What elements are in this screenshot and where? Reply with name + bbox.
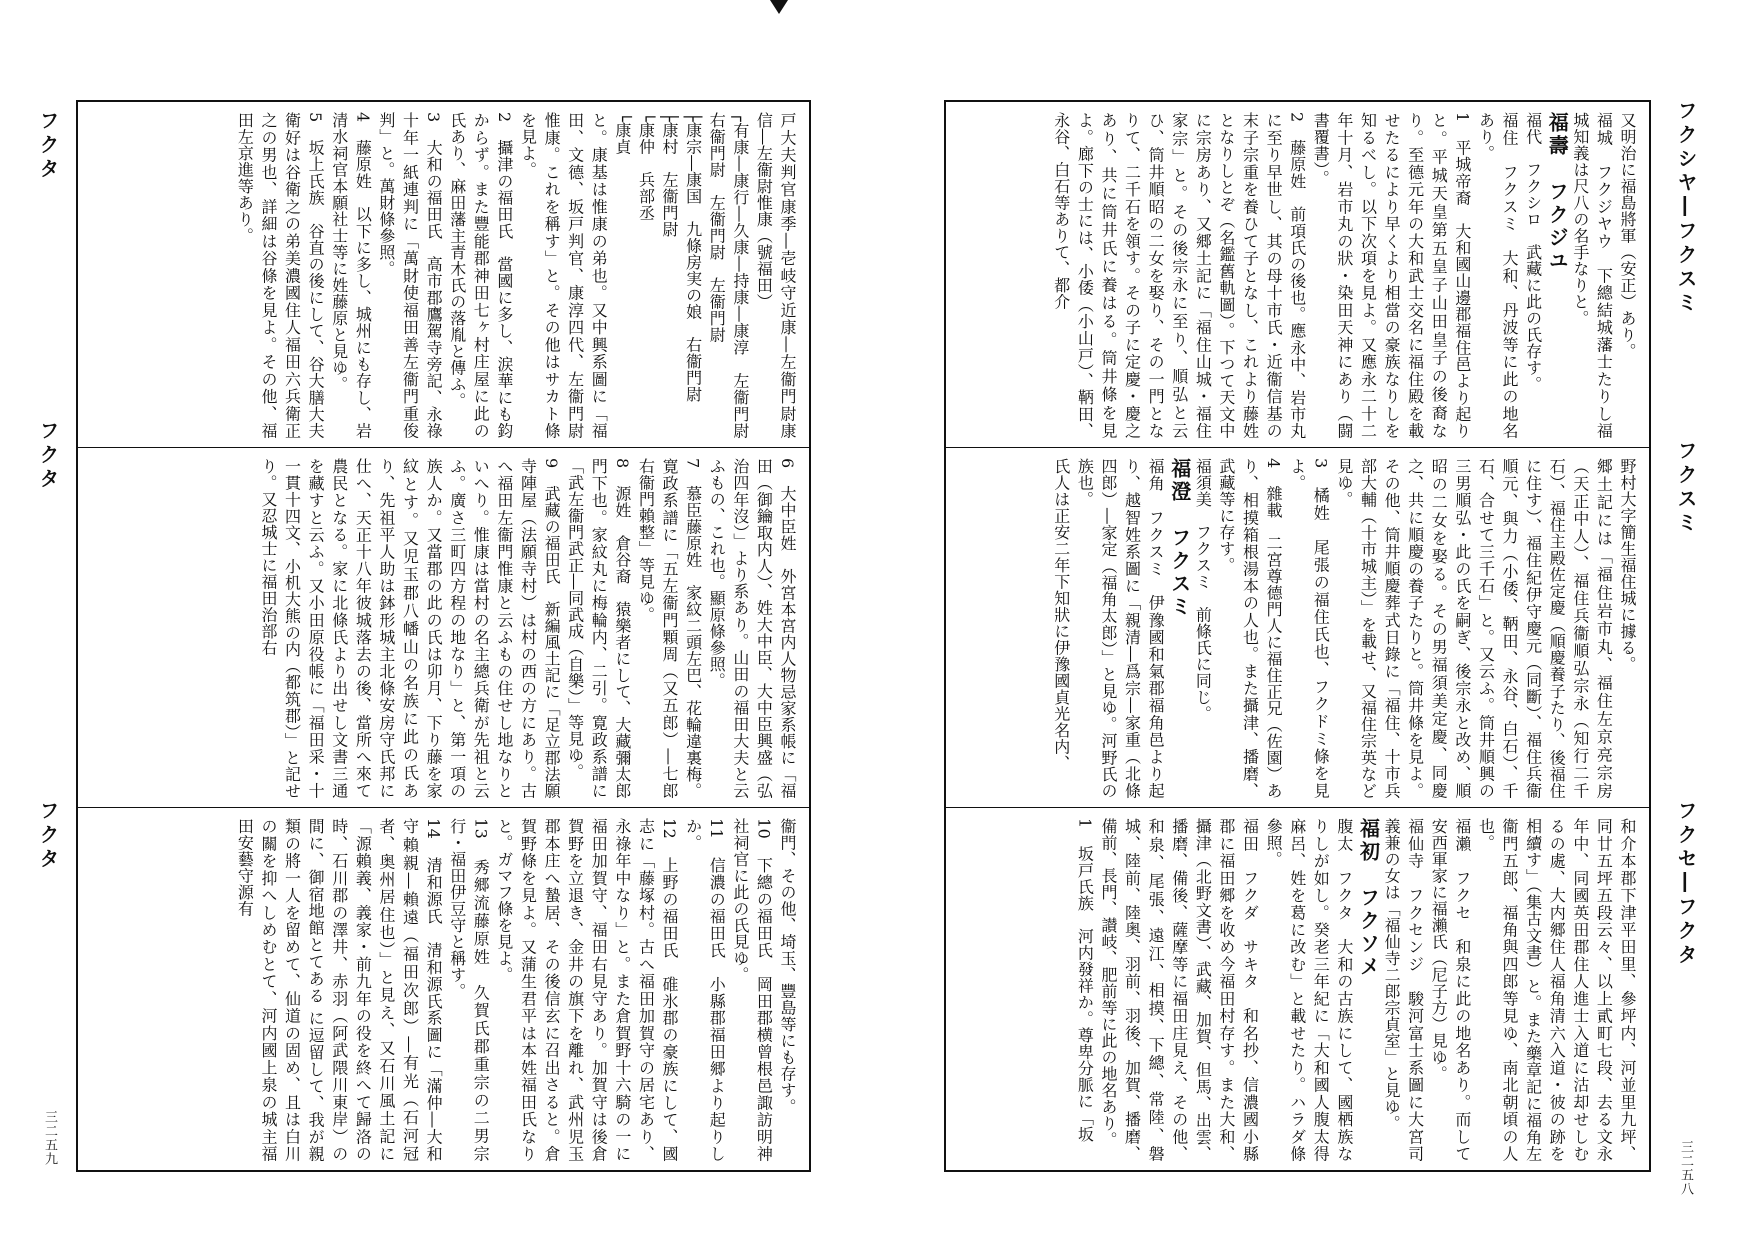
- rp-b3-line-1: 福瀨 フクセ 和泉に此の地名あり。而して安西軍家に福瀨氏（尼子方）見ゆ。: [1429, 818, 1472, 1162]
- lp-b1-line-9: 4 藤原姓 以下に多し、城州にも存し、岩清水祠官本願社士等に姓藤原と見ゆ。: [329, 112, 373, 439]
- lp-b1-line-1: ┌有康―康行―久康―持康―康淳 左衞門尉 右衞門尉 左衞門尉 左衞門尉: [707, 112, 750, 456]
- lp-b3-line-3: 12 上野の福田氏 碓氷郡の豪族にして、國志に「藤塚村。古へ福田加賀守の居宅あり、永祿年中なり」と。また倉賀野十六騎の一に福田加賀守、福田右見守あり。加賀守は後倉賀野を立退き、金井の旗下を離れ、武州児玉郡本庄へ蟄居、その後信玄に召出さると。倉賀野條を見よ。又蒲生君平は本姓福田氏なりと。ガマフ條を見よ。: [494, 818, 680, 1162]
- rp-b1-line-6: 2 藤原姓 前項氏の後也。應永中、岩市丸に至り早世し、其の母十市氏・近衞信基の末子宗重を養ひて子となし、これより藤姓となりしとぞ（名鑑舊軌圖）。下つて天文中に宗房あり、又郷土記に「福住山城・福住家宗」と。その後宗永に至り、順弘と云ひ、筒井順昭の二女を娶り、その一門となりて、二千石を領す。その子に定慶・慶之あり、共に筒井氏に養はる。筒井條を見よ。廊下の士には、小倭（小山戸）、鞆田、永谷、白石等ありて、都介: [1051, 112, 1307, 439]
- lp-b3-line-4: 13 秀郷流藤原姓 久賀氏郡重宗の二男宗行・福田伊豆守と稱す。: [447, 818, 491, 1162]
- rp-b1-line-4: 福住 フクスミ 大和、丹波等に此の地名あり。: [1476, 112, 1520, 439]
- right-page-band-middle: [946, 448, 1649, 808]
- rp-b1-line-0: 又明治に福島將軍（安正）あり。: [1618, 112, 1637, 360]
- rp-b2-line-3: 4 雜載 二宮尊德門人に福住正兄（佐園）あり、相摸箱根湯本の人也。また攝津、播磨、武藏等に存す。: [1216, 458, 1284, 799]
- rp-b3-line-3: 福初 フクソメ: [1356, 818, 1381, 979]
- lp-b1-line-6: と。康基は惟康の弟也。又中興系圖に「福田、文德、坂戸判官、康淳四代、左衞門尉惟康。これを稱す」と。その他はサカト條を見よ。: [518, 112, 609, 439]
- rp-b2-line-1: 郷土記には「福住岩市丸、福住左京亮宗房（天正中人）、福住兵衞順弘宗永（知行二千石）、福住主殿佐定慶（順慶養子たり、後福住に住す）、福住紀伊守慶元（同斷）、福住兵衞順元、與力（小倭、鞆田、永谷、白石）、千石、合せて三千石」と。又云ふ。筒井順興の三男順弘・此の氏を嗣ぎ、後宗永と改め、順昭の二女を娶る。その男福須美定慶、同慶之、共に順慶の養子たりと。筒井條を見よ。その他、筒井順慶葬式日錄に「福住、十市兵部大輔（十市城主）」を載せ、又福住宗英など見ゆ。: [1334, 458, 1614, 799]
- rp-b3-line-5: 福田 フクダ サキタ 和名抄、信濃國小縣郡に福田郷を收め今福田村存す。また大和、攝津（北野文書）、武藏、加賀、但馬、出雲、播磨、備後、薩摩等に福田庄見え、その他、和泉、尾張、遠江、相摸、下總、常陸、磐城、陸前、陸奥、羽前、羽後、加賀、播磨、備前、長門、讃岐、肥前等に此の地名あり。: [1098, 818, 1260, 1162]
- left-band2-text: [88, 458, 799, 799]
- lp-b1-line-4: └康仲 兵部丞: [636, 112, 656, 222]
- rp-b1-line-3: 福代 フクシロ 武藏に此の氏存す。: [1523, 112, 1543, 393]
- right-page-band-top: [946, 102, 1649, 448]
- left-page-band-bottom: [78, 808, 809, 1170]
- right-page-band-bottom: [946, 808, 1649, 1170]
- left-page-band-top: [78, 102, 809, 456]
- left-band3-text: [88, 818, 799, 1162]
- lp-b3-line-0: 衞門、その他、埼玉、豐島等にも存す。: [778, 818, 797, 1115]
- rp-b2-line-4: 福須美 フクスミ 前條氏に同じ。: [1193, 458, 1213, 722]
- right-band3-text: [956, 818, 1639, 1162]
- rp-b3-line-2: 福仙寺 フクセンジ 駿河富士系圖に大宮司義兼の女は「福仙寺二郎宗貞室」と見ゆ。: [1382, 818, 1425, 1162]
- rp-b2-line-2: 3 橘姓 尾張の福住氏也、フクドミ條を見よ。: [1287, 458, 1331, 799]
- rp-b2-line-7: 氏人は正安二年下知狀に伊豫國貞光名内、: [1051, 458, 1071, 772]
- lp-b1-line-3: ├康村 左衞門尉: [660, 112, 680, 238]
- lp-b3-line-5: 14 清和源氏 清和源氏系圖に「滿仲―大和守賴親―賴遠（福田次郎）―有光（石河冠者、奥州居住也）」と見え、又石川風土記に「源賴義、義家・前九年の役を終へて歸洛の時、石川郡の澤井、赤羽（阿武隈川東岸）の間に、御宿地館とてある に逗留して、我が親類の將一人を留めて、仙道の固め、且は白川の關を抑へしめむとて、河内國上泉の城主福田安藝守源有: [235, 818, 444, 1162]
- left-page: [76, 100, 811, 1172]
- right-band1-text: [956, 112, 1639, 439]
- rp-b3-line-6: 1 坂戸氏族 河内發祥か。尊卑分脈に「坂: [1075, 818, 1095, 1143]
- left-band1-text: [88, 112, 799, 456]
- lp-b1-line-5: └康貞: [612, 112, 632, 156]
- rp-b2-line-5: 福澄 フクスミ: [1167, 458, 1192, 619]
- left-page-number: 三二五九: [42, 1110, 57, 1166]
- right-band2-text: [956, 458, 1639, 799]
- lp-b3-line-1: 10 下總の福田氏 岡田郡横曾根邑諏訪明神社祠官に此の氏見ゆ。: [730, 818, 774, 1162]
- left-page-band-middle: [78, 448, 809, 808]
- left-margin-label-3: フクタ: [36, 800, 60, 872]
- rp-b2-line-0: 野村大字簡生福住城に據る。: [1618, 458, 1637, 673]
- left-margin-label-2: フクタ: [36, 420, 60, 492]
- right-margin-label-1: フクシヤ―フクスミ: [1674, 100, 1698, 316]
- left-margin-label-1: フクタ: [36, 110, 60, 182]
- lp-b1-line-7: 2 攝津の福田氏 當國に多し、涙華にも鈞からず。また豐能郡神田七ヶ村庄屋に此の氏あり、麻田藩主青木氏の落胤と傳ふ。: [447, 112, 514, 439]
- rp-b1-line-2: 福壽 フクジユ: [1545, 112, 1570, 273]
- rp-b1-line-1: 福城 フクジヤウ 下總結城藩士たりし福城知義は尺八の名手なりと。: [1570, 112, 1614, 439]
- rp-b2-line-6: 福角 フクスミ 伊豫國和氣郡福角邑より起り、越智姓系圖に「親清―爲宗―家重（北條四郎）―家定（福角太郎）」と見ゆ。河野氏の族也。: [1075, 458, 1166, 799]
- lp-b1-line-8: 3 大和の福田氏 高市郡鷹駕寺旁記、永祿十年一紙連判に「萬財使福田善左衞門重俊判」と。萬財條參照。: [376, 112, 444, 439]
- lp-b2-line-3: 9 武藏の福田氏 新編風土記に「足立郡法願寺陣屋（法願寺村）は村の西の方にあり。古へ福田左衞門惟康と云ふもの住せし地なりといへり。惟康は當村の名主總兵衛が先祖と云ふ。廣さ三町四方程の地なり」と、第一項の族人か。又當郡の此の氏は卯月、下り藤を家紋とす。又児玉郡八幡山の名族に此の氏あり、先祖平人助は鉢形城主北條安房守氏邦に仕へ、天正十八年彼城落去の後、當所へ來て農民となる。家に北條氏より出せし文書三通を藏すと云ふ。又小田原役帳に「福田采・十一貫十四文、小机大熊の内（都筑郡）」と記せり。又忍城士に福田治部右: [258, 458, 562, 799]
- right-page-number: 三二五八: [1678, 1140, 1693, 1196]
- rp-b3-line-0: 和介本郡下津平田里、參坪内、河並里九坪、同廿五坪五段云々、以上貳町七段、去る文永年中、同國英田郡住人進士入道に沽却せしむるの處、大内郷住人福角清六入道・彼の跡を相續す」（集古文書）と。また藥章記に福角左衞門五郎、福角與四郎等見ゆ、南北朝頃の人也。: [1476, 818, 1637, 1163]
- lp-b2-line-0: 6 大中臣姓 外宮本宮内人物忌家系帳に「福田（御鑰取内人）、姓大中臣、大中臣興盛（弘治四年沒）」より系あり。山田の福田大夫と云ふもの、これ也。顯原條參照。: [707, 458, 797, 799]
- rp-b3-line-4: 腹太 フクタ 大和の古族にして、國栖族なりしが如し。癸老三年紀に「大和國人腹太得麻呂、姓を葛に改む」と載せたり。ハラダ條參照。: [1264, 818, 1354, 1162]
- lp-b2-line-2: 8 源姓 倉谷裔 猿樂者にして、大藏彌太郎門下也。家紋丸に梅輪内、二引。寛政系譜に「武左衞門武正―同武成（自樂）」等見ゆ。: [565, 458, 632, 799]
- right-page: [944, 100, 1651, 1172]
- right-margin-label-3: フクセ―フクタ: [1674, 800, 1698, 968]
- lp-b2-line-1: 7 慕臣藤原姓 家紋二頭左巴、花輪違裏梅。寛政系譜に「五左衞門顆周（又五郎）―七郎右衞門賴整」等見ゆ。: [636, 458, 703, 799]
- lp-b3-line-2: 11 信濃の福田氏 小縣郡福田郷より起りしか。: [683, 818, 727, 1162]
- lp-b1-line-10: 5 坂上氏族 谷直の後にして、谷大膳大夫衛好は谷衛之の弟美濃國住人福田六兵衛正之の男也、詳細は谷條を見よ。その他、福田左京進等あり。: [235, 112, 326, 439]
- lp-b1-line-2: ├康宗―康国 九條房実の娘 右衞門尉: [683, 112, 703, 403]
- lp-b1-line-0: 戸大夫判官康季―壱岐守近康―左衞門尉康信―左衞尉惟康（號福田）: [754, 112, 797, 439]
- right-margin-label-2: フクスミ: [1674, 440, 1698, 536]
- rp-b1-line-5: 1 平城帝裔 大和國山邊郡福住邑より起りと。平城天皇第五皇子山田皇子の後裔なり。至德元年の大和武士交名に福住殿を載せたるにより早くより相當の豪族なりしを知るべし。以下次項を見よ。又應永二十二年十月、岩市丸の狀・染田天神にあり（闘書覆書）。: [1311, 112, 1472, 439]
- top-crop-mark: [770, 0, 788, 14]
